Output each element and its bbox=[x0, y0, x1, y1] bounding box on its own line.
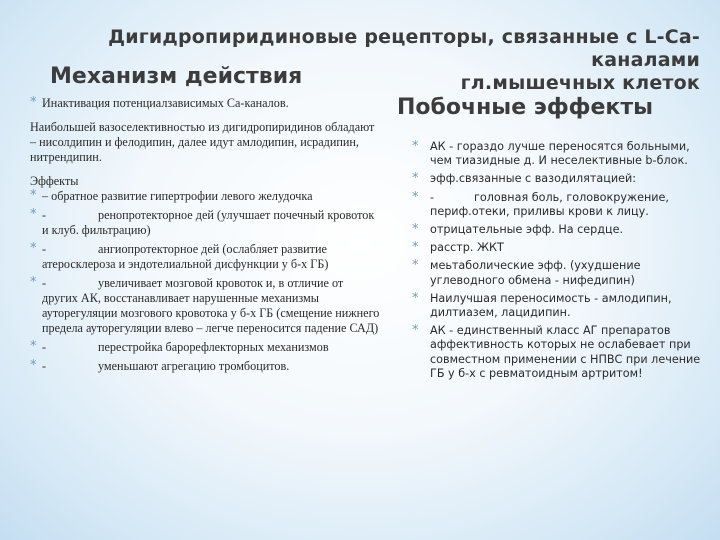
mechanism-heading: Механизм действия bbox=[50, 64, 303, 89]
effect-item bbox=[30, 242, 382, 272]
effect-text: уменьшают агрегацию тромбоцитов. bbox=[98, 359, 290, 373]
slide-title-line-1: Дигидропиридиновые рецепторы, связанные с L-Ca-каналами bbox=[108, 26, 700, 71]
effect-text: перестройка барорефлекторных механизмов bbox=[98, 340, 329, 354]
side-effect-item bbox=[412, 324, 704, 381]
side-effect-text: АК - единственный класс АГ препаратов аффективность которых не ослабевает при совместном применении с НПВС при лечение ГБ у б-х с ревматоидным артритом! bbox=[430, 324, 701, 380]
bullet-star-icon: * bbox=[412, 189, 419, 205]
bullet-star-icon: * bbox=[30, 188, 37, 203]
side-effect-item bbox=[412, 259, 704, 287]
effect-dash: - bbox=[42, 276, 47, 290]
side-effects-heading: Побочные эффекты bbox=[397, 95, 653, 120]
side-effect-item bbox=[412, 241, 704, 255]
effect-dash: - bbox=[42, 340, 47, 354]
effect-item bbox=[30, 359, 382, 374]
effect-dash: - bbox=[42, 359, 47, 373]
bullet-star-icon: * bbox=[30, 207, 37, 222]
bullet-star-icon: * bbox=[30, 275, 37, 290]
side-effect-item bbox=[412, 140, 704, 168]
side-effect-text: эфф.связанные с вазодилятацией: bbox=[430, 172, 637, 186]
mechanism-bullet bbox=[30, 96, 382, 111]
bullet-star-icon: * bbox=[30, 339, 37, 354]
bullet-star-icon: * bbox=[412, 290, 419, 306]
effect-item bbox=[30, 276, 382, 336]
effect-text: ангиопротекторное дей (ослабляет развитие атеросклероза и эндотелиальной дисфункции у б-х ГБ) bbox=[42, 242, 329, 271]
side-effect-dash: - bbox=[430, 190, 435, 204]
effect-dash: - bbox=[42, 242, 47, 256]
bullet-star-icon: * bbox=[412, 139, 419, 154]
effect-item bbox=[30, 189, 382, 204]
side-effect-text: отрицательные эфф. На сердце. bbox=[430, 223, 624, 237]
side-effect-text: АК - гораздо лучше переносятся больными, чем тиазидные д. И неселективные b-блок. bbox=[430, 140, 690, 168]
side-effect-text: головная боль, головокружение, периф.отеки, приливы крови к лицу. bbox=[430, 190, 669, 218]
side-effect-item bbox=[412, 191, 704, 219]
effect-item bbox=[30, 340, 382, 355]
effect-dash: - bbox=[42, 208, 47, 222]
selectivity-paragraph: Наибольшей вазоселективностью из дигидропиридинов обладают – нисолдипин и фелодипин, далее идут амлодипин, исрадипин, нитрендипин. bbox=[30, 120, 375, 164]
effect-text: ренопротекторное дей (улучшает почечный кровоток и клуб. фильтрацию) bbox=[42, 208, 375, 237]
effects-label: Эффекты bbox=[30, 174, 79, 188]
left-column bbox=[30, 96, 382, 374]
bullet-star-icon: * bbox=[30, 358, 37, 373]
side-effect-item bbox=[412, 292, 704, 320]
mechanism-text: Инактивация потенциалзависимых Са-каналов. bbox=[42, 96, 289, 110]
effect-text: увеличивает мозговой кровоток и, в отличие от других АК, восстанавливает нарушенные механизмы ауторегуляции мозгового кровотока у б-х ГБ (смещение нижнего предела ауторегуляции влево – легче переносится падение САД) bbox=[42, 276, 380, 335]
bullet-star-icon: * bbox=[412, 240, 419, 256]
bullet-star-icon: * bbox=[412, 171, 419, 187]
effect-text: – обратное развитие гипертрофии левого желудочка bbox=[42, 189, 313, 203]
slide-title-line-2: гл.мышечных клеток bbox=[460, 72, 700, 94]
bullet-star-icon: * bbox=[30, 241, 37, 256]
side-effect-item bbox=[412, 223, 704, 237]
side-effect-text: расстр. ЖКТ bbox=[430, 241, 504, 255]
side-effect-text: меьтаболические эфф. (ухудшение углеводного обмена - нифедипин) bbox=[430, 259, 641, 287]
effect-item bbox=[30, 208, 382, 238]
bullet-star-icon: * bbox=[412, 323, 419, 339]
bullet-star-icon: * bbox=[412, 222, 419, 238]
side-effect-text: Наилучшая переносимость - амлодипин, дилтиазем, лацидипин. bbox=[430, 291, 672, 320]
right-column bbox=[412, 140, 704, 385]
bullet-star-icon: * bbox=[412, 258, 419, 274]
side-effect-item bbox=[412, 172, 704, 186]
bullet-star-icon: * bbox=[30, 95, 37, 110]
